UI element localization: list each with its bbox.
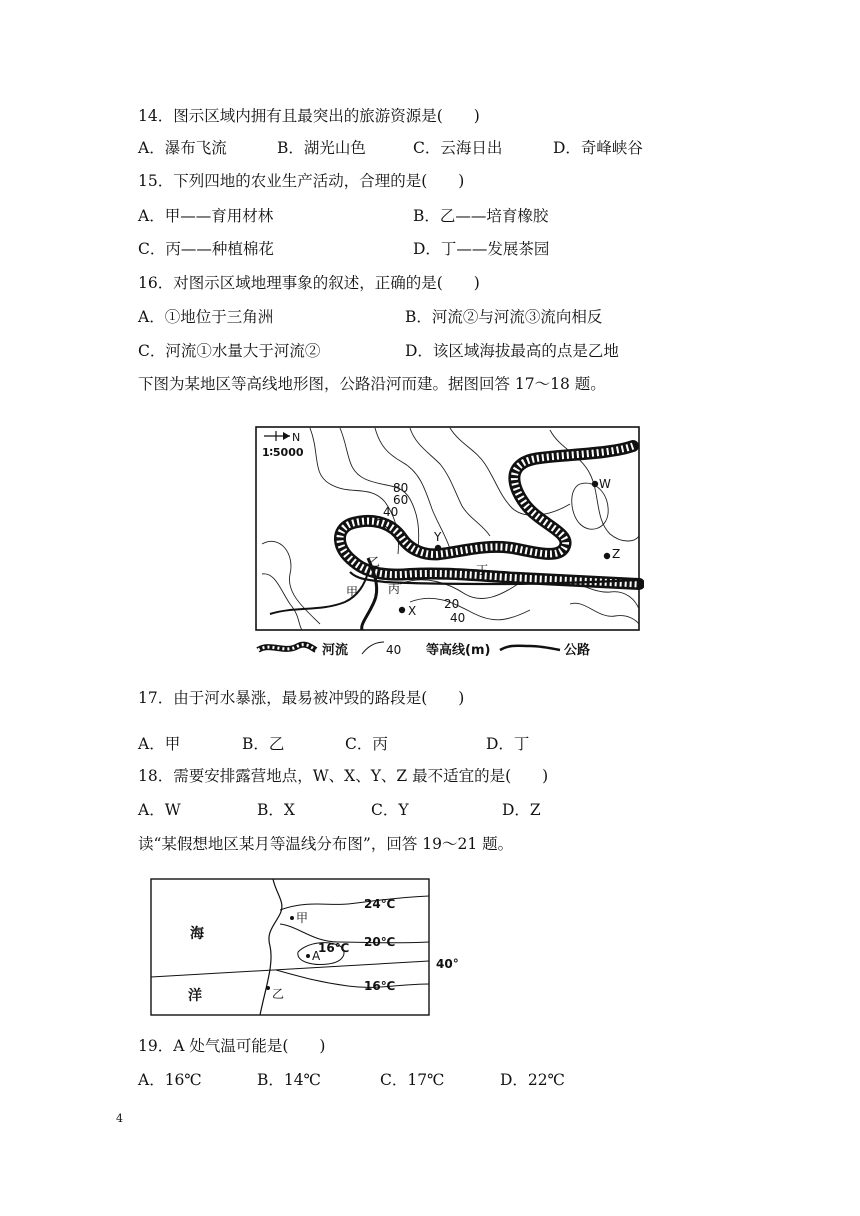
point-x-label: X <box>408 604 417 618</box>
isotherm-label-24: 24℃ <box>364 897 396 911</box>
contour-label-40: 40 <box>383 505 399 519</box>
point-y-label: Y <box>434 530 442 544</box>
q16-option-a: A．①地位于三角洲 <box>138 308 274 326</box>
point-a-label: A <box>312 949 321 963</box>
q14-option-d: D．奇峰峡谷 <box>553 139 643 157</box>
q14-stem: 14．图示区域内拥有且最突出的旅游资源是( ) <box>138 107 480 125</box>
q19-option-b: B．14℃ <box>257 1071 321 1089</box>
q17-option-b: B．乙 <box>242 735 285 753</box>
point-y-marker <box>435 545 441 551</box>
point-w-label: W <box>599 477 611 491</box>
q15-stem: 15．下列四地的农业生产活动，合理的是( ) <box>138 172 465 190</box>
q15-option-d: D．丁——发展茶园 <box>413 240 550 258</box>
page-number: 4 <box>116 1112 123 1125</box>
q18-option-d: D．Z <box>502 801 541 819</box>
q14-option-a: A．瀑布飞流 <box>138 139 227 157</box>
q14-option-b: B．湖光山色 <box>277 139 366 157</box>
place-jia-marker <box>290 916 294 920</box>
legend-road: 公路 <box>564 643 591 658</box>
contour-label-80: 80 <box>393 481 409 495</box>
q19-option-a: A．16℃ <box>138 1071 202 1089</box>
isotherm-label-16-loop: 16℃ <box>318 941 350 955</box>
contour-label-20b: 20 <box>444 597 460 611</box>
map-scale: 1∶5000 <box>262 446 304 459</box>
q14-option-c: C．云海日出 <box>413 139 503 157</box>
q17-option-c: C．丙 <box>345 735 388 753</box>
place-yi: 乙 <box>368 555 381 569</box>
q15-option-b: B．乙——培育橡胶 <box>413 207 549 225</box>
legend-river: 河流 <box>322 643 349 658</box>
q17-option-d: D．丁 <box>486 735 530 753</box>
place-bing: 丙 <box>388 582 401 596</box>
place-ding: 丁 <box>476 563 489 577</box>
intro-19-21: 读“某假想地区某月等温线分布图”，回答 19～21 题。 <box>138 835 514 853</box>
north-label: N <box>292 431 301 444</box>
point-a-marker <box>306 954 310 958</box>
point-w-marker <box>592 481 598 487</box>
point-x-marker <box>399 607 405 613</box>
contour-map <box>250 424 644 662</box>
q19-option-c: C．17℃ <box>380 1071 445 1089</box>
place-jia-label: 甲 <box>296 911 309 925</box>
sea-label-yang: 洋 <box>188 988 202 1004</box>
q16-option-d: D．该区域海拔最高的点是乙地 <box>405 342 619 360</box>
q17-option-a: A．甲 <box>138 735 181 753</box>
isotherm-map <box>148 876 478 1020</box>
legend-contour: 等高线(m) <box>426 643 491 658</box>
contour-label-40b: 40 <box>450 611 466 625</box>
q17-stem: 17．由于河水暴涨，最易被冲毁的路段是( ) <box>138 689 465 707</box>
latitude-label: 40° <box>436 957 459 971</box>
place-yi-label: 乙 <box>272 987 285 1001</box>
q16-option-c: C．河流①水量大于河流② <box>138 342 321 360</box>
point-z-marker <box>604 553 610 559</box>
q16-stem: 16．对图示区域地理事象的叙述，正确的是( ) <box>138 274 480 292</box>
intro-17-18: 下图为某地区等高线地形图，公路沿河而建。据图回答 17～18 题。 <box>138 375 606 393</box>
q16-option-b: B．河流②与河流③流向相反 <box>405 308 603 326</box>
q15-option-c: C．丙——种植棉花 <box>138 240 274 258</box>
map-legend <box>258 642 590 658</box>
q15-option-a: A．甲——育用材林 <box>138 207 274 225</box>
place-yi-marker <box>266 986 270 990</box>
q19-option-d: D．22℃ <box>500 1071 565 1089</box>
sea-label-hai: 海 <box>190 926 204 942</box>
place-jia: 甲 <box>346 585 359 599</box>
q19-stem: 19．A 处气温可能是( ) <box>138 1037 326 1055</box>
contour-label-20: 20 <box>376 517 392 531</box>
q18-option-c: C．Y <box>371 801 409 819</box>
q18-option-b: B．X <box>257 801 295 819</box>
q18-stem: 18．需要安排露营地点，W、X、Y、Z 最不适宜的是( ) <box>138 767 549 785</box>
legend-contour-value: 40 <box>386 643 402 657</box>
point-z-label: Z <box>612 547 621 561</box>
isotherm-label-16: 16℃ <box>364 979 396 993</box>
contour-label-60: 60 <box>393 493 409 507</box>
isotherm-label-20: 20℃ <box>364 935 396 949</box>
q18-option-a: A．W <box>138 801 181 819</box>
